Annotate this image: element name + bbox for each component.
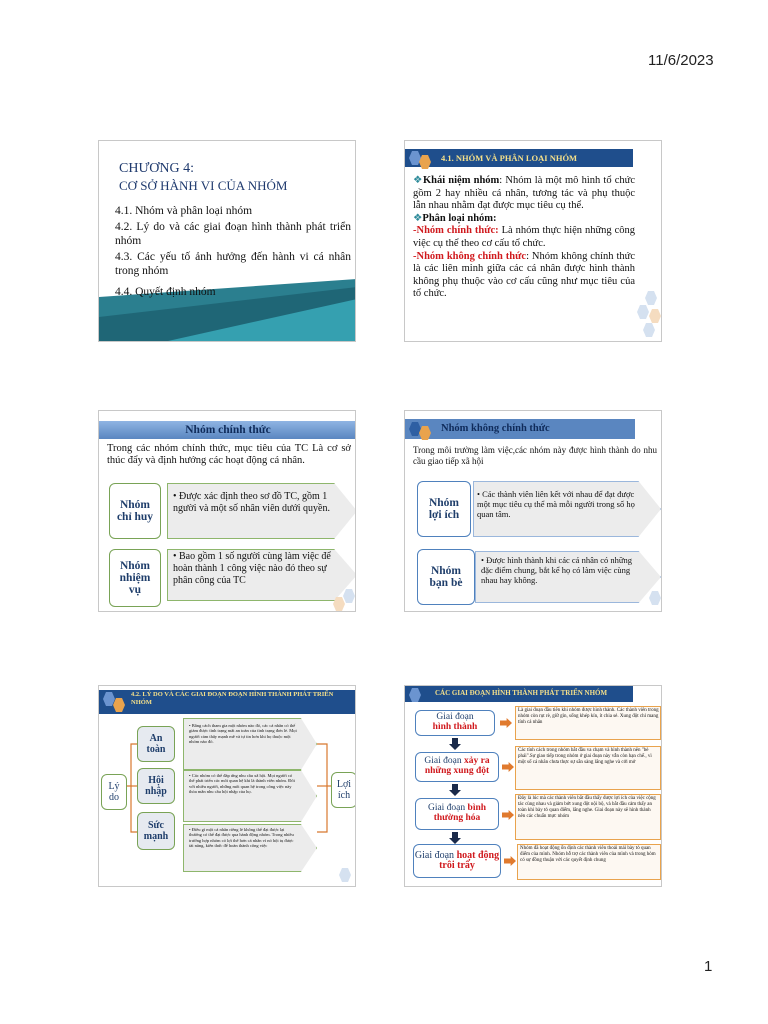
slide-2-body: [413, 175, 635, 301]
hex-decoration: [649, 591, 661, 605]
toc-item-2: 4.2. Lý do và các giai đoạn hình thành phát triển nhóm: [115, 221, 351, 247]
definition-text: : Nhóm là một mô hình tổ chức gồm 2 hay nhiều cá nhân, tương tác và phụ thuộc lẫn nhau nhằm đạt được mục tiêu cụ thể.: [413, 175, 636, 212]
stage-prefix: Giai đoạn: [436, 712, 474, 723]
arrow-down-icon: [449, 784, 461, 796]
slide-2-group-definition: [404, 140, 662, 342]
slide-5-reasons-diagram: [98, 685, 356, 887]
definition-label: Khái niệm nhóm: [422, 175, 500, 186]
formal-group-description: • Bao gồm 1 số người cùng làm việc để hoàn thành 1 công việc nào đó theo sự phân công của TC: [173, 551, 331, 586]
left-label-reason: Lý do: [101, 774, 127, 810]
arrow-right-icon: [504, 856, 516, 866]
stage-text: [416, 757, 498, 777]
stage-text: [414, 851, 500, 872]
stage-2-box: [415, 752, 499, 782]
reason-description: • Bằng cách tham gia một nhóm nào đó, các cá nhân có thể giảm được tình trạng mất an toàn của tình trạng đơn lẻ. Mọi người cảm thấy mạnh mẽ và tự tin hơn khi họ thuộc một nhóm nào đó.: [189, 723, 297, 744]
stage-4-description: Nhóm đã hoạt động ổn định các thành viên thoải mái bày tỏ quan điểm của mình. Nhóm hỗ trợ các thành viên của mình và trong hòm có sự đồng thuận với các quyết định chung: [520, 846, 656, 863]
arrow-right-icon: [500, 718, 512, 728]
toc-item-3: 4.3. Các yếu tố ảnh hưởng đến hành vi cá nhân trong nhóm: [115, 251, 351, 277]
stage-1-box: [415, 710, 495, 736]
informal-group-description: • Được hình thành khi các cá nhân có những đặc điểm chung, bắt kể họ có làm việc cùng nhau hay không.: [481, 555, 632, 586]
stage-2-description: Các tính cách trong nhóm bắt đầu va chạm và hình thành nên "bè phái".Sự giao tiếp trong nhóm ở giai đoạn này vẫn còn hạn chế., vì một số cá nhân chưa thực sự sẵn sàng lắng nghe và cởi mở: [518, 748, 652, 765]
informal-group-type-label: Nhóm bạn bè: [417, 549, 475, 605]
reason-description: • Điều gì một cá nhân riêng lẻ không thể đạt được lại thường có thể đạt được qua hành động nhóm. Trong nhiều trường hợp nhóm có lợi thế hơn cá nhân vì nó hội tụ được tài năng, kiến thức để hoàn thành công việc: [189, 827, 294, 848]
stage-prefix: Giai đoạn: [424, 756, 462, 767]
formal-group-description: • Được xác định theo sơ đồ TC, gồm 1 người và một số nhân viên dưới quyền.: [173, 491, 330, 514]
hex-decoration: [343, 589, 355, 603]
stage-3-description: Đây là lúc mà các thành viên bắt đầu thấy được lợi ích của việc cộng tác cùng nhau và giảm bớt xung đột nội bộ, và bắt đầu cảm thấy an toàn khi bày tỏ quan điểm, lắng nghe. Giai đoạn này sẽ hình thành nên các chuẩn mực nhóm: [518, 796, 656, 819]
stage-highlight: hoạt động trôi trẩy: [439, 849, 500, 871]
stage-1-description: Là giai đoạn đầu tiên khi nhóm được hình thành. Các thành viên trong nhóm còn rụt rè, giữ gìn, sống khép kín, ít chia sẻ. Xung đột chỉ mang tính cá nhân: [518, 708, 659, 725]
stage-highlight: bình thường hóa: [433, 803, 487, 823]
hex-decoration: [645, 291, 657, 305]
diamond-bullet-icon: ❖: [413, 212, 423, 224]
stage-text: [416, 804, 498, 824]
slide-3-intro: Trong các nhóm chính thức, mục tiêu của TC Là cơ sở thúc đẩy và định hướng các hoạt động cá nhân.: [107, 443, 351, 467]
stage-4-box: [413, 844, 501, 878]
stage-prefix: Giai đoạn: [427, 803, 466, 814]
formal-group-text: Là nhóm thực hiện những công việc cụ thể theo cơ cấu tổ chức.: [413, 225, 635, 249]
toc-item-4: 4.4. Quyết định nhóm: [115, 286, 216, 298]
hex-decoration: [637, 305, 649, 319]
slide-4-title: Nhóm không chính thức: [441, 423, 550, 434]
informal-group-label: -Nhóm không chính thức: [413, 250, 527, 262]
arrow-right-icon: [502, 762, 514, 772]
slide-6-development-stages: [404, 685, 662, 887]
page-number: 1: [704, 958, 713, 975]
reason-type-label: Hội nhập: [137, 768, 175, 804]
informal-group-type-label: Nhóm lợi ích: [417, 481, 471, 537]
informal-group-text: : Nhóm không chính thức là các liên minh giữa các cá nhân được hình thành không phụ thuộc vào cơ cấu cũng như mục tiêu của tổ chức.: [413, 250, 635, 300]
formal-group-label: -Nhóm chính thức:: [413, 225, 499, 237]
diamond-bullet-icon: ❖: [413, 175, 423, 186]
slide-1-chapter-title: [98, 140, 356, 342]
chapter-title-line1: CHƯƠNG 4:: [119, 161, 195, 176]
arrow-down-icon: [449, 738, 461, 750]
toc-item-1: 4.1. Nhóm và phân loại nhóm: [115, 205, 253, 217]
slide-4-informal-groups: [404, 410, 662, 612]
arrow-down-icon: [449, 832, 461, 844]
informal-group-description: • Các thành viên liên kết với nhau để đạt được một mục tiêu cụ thể mà mỗi người trong số họ quan tâm.: [477, 489, 635, 520]
formal-group-type-label: Nhóm nhiệm vụ: [109, 549, 161, 607]
stage-highlight: hình thành: [432, 722, 478, 732]
stage-highlight: xảy ra những xung đột: [424, 756, 490, 776]
print-date: 11/6/2023: [648, 52, 714, 69]
stage-prefix: Giai đoạn: [414, 849, 455, 861]
classification-label: Phân loại nhóm:: [422, 212, 497, 224]
slide-2-title: 4.1. NHÓM VÀ PHÂN LOẠI NHÓM: [441, 153, 578, 163]
reason-description: • Các nhóm có thể đáp ứng nhu cầu xã hội. Mọi người có thể phát triển các mối quan hệ khi là thành viên nhóm. Đối với nhiều người, những mối quan hệ trong công việc này thỏa mãn nhu cầu hội nhập của họ.: [189, 773, 295, 794]
reason-type-label: Sức mạnh: [137, 812, 175, 850]
slide-5-title: 4.2. LÝ DO VÀ CÁC GIAI ĐOẠN ĐOẠN HÌNH THÀNH PHÁT TRIỂN NHÓM: [131, 691, 334, 706]
arrow-right-icon: [502, 810, 514, 820]
hex-decoration: [643, 323, 655, 337]
right-label-benefit: Lợi ích: [331, 772, 356, 808]
slide-6-title: CÁC GIAI ĐOẠN HÌNH THÀNH PHÁT TRIỂN NHÓM: [435, 689, 608, 697]
slide-4-intro: Trong môi trường làm việc,các nhóm này được hình thành do nhu cầu giao tiếp xã hội: [413, 445, 657, 466]
reason-type-label: An toàn: [137, 726, 175, 762]
hex-decoration: [649, 309, 661, 323]
slide-3-formal-groups: [98, 410, 356, 612]
formal-group-type-label: Nhóm chỉ huy: [109, 483, 161, 539]
slide-3-title: Nhóm chính thức: [99, 421, 356, 439]
stage-3-box: [415, 798, 499, 830]
chapter-title-line2: CƠ SỞ HÀNH VI CỦA NHÓM: [119, 178, 288, 193]
white-corner-decoration: [325, 141, 356, 177]
